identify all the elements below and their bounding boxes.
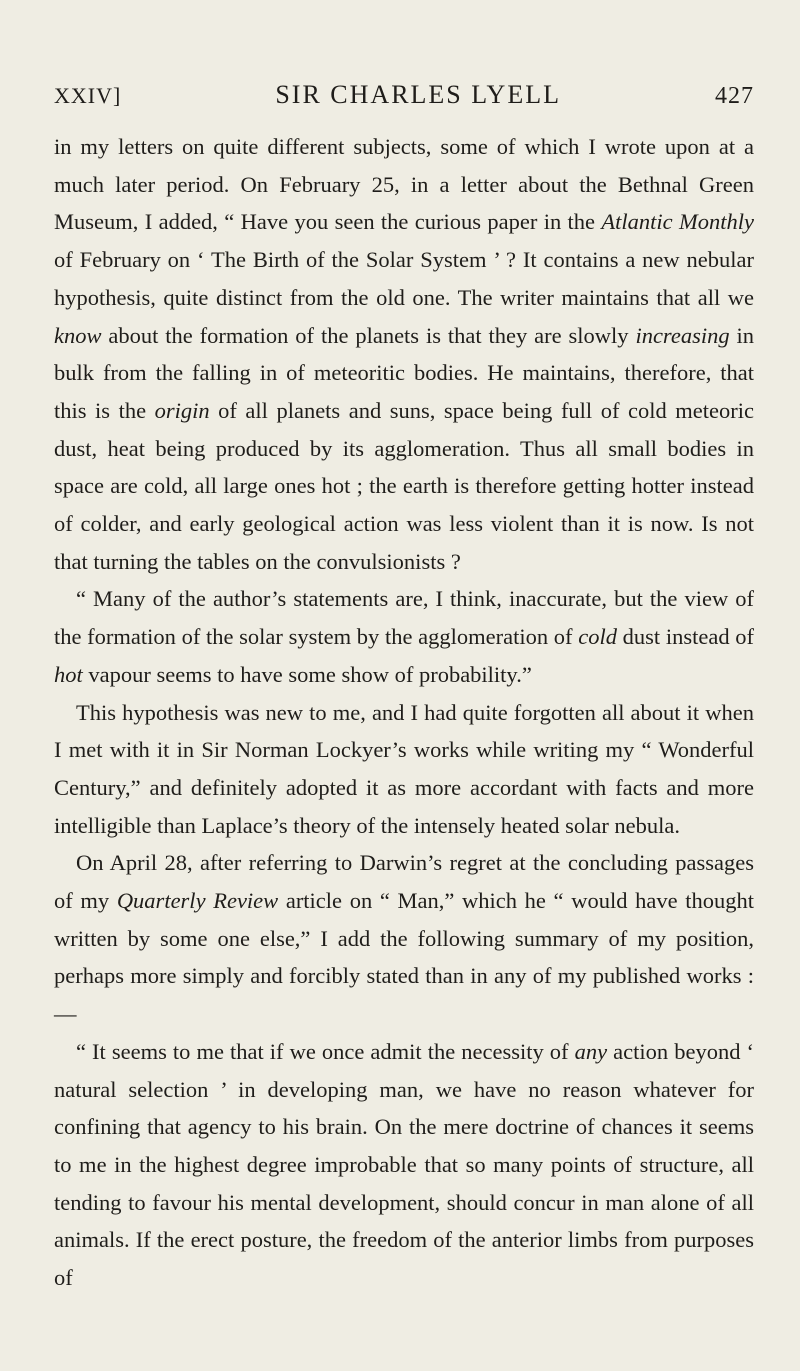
text-run: in my letters on quite different subjects, some of which I wrote upon at a much later period. On February 25, in a letter about the Bethnal Green Museum, I added, “ Have you seen the curious paper in the <box>54 134 754 235</box>
text-run: This hypothesis was new to me, and I had quite forgotten all about it when I met with it in Sir Norman Lockyer’s works while writing my “ Wonderful Century,” and definitely adopted it as more accordant with facts and more intelligible than Laplace’s theory of the intensely heated solar nebula. <box>54 699 754 838</box>
text-run: about the formation of the planets is that they are slowly <box>101 322 636 348</box>
italic-text: cold <box>578 624 617 650</box>
text-run: On April 28, after referring to Darwin’s regret at the concluding passages of my <box>54 850 754 914</box>
running-title: SIR CHARLES LYELL <box>275 80 561 109</box>
paragraph <box>54 580 754 693</box>
paragraph <box>54 844 754 1033</box>
text-run: article on “ Man,” which he “ would have thought written by some one else,” I add the following summary of my position, perhaps more simply and forcibly stated than in any of my published works :— <box>54 888 754 1027</box>
text-run: of February on ‘ The Birth of the Solar System ’ ? It contains a new nebular hypothesis, quite distinct from the old one. The writer maintains that all we <box>54 247 754 310</box>
italic-text: hot <box>54 661 83 687</box>
italic-text: any <box>574 1038 608 1064</box>
chapter-number: XXIV] <box>54 83 122 108</box>
running-header <box>54 80 754 110</box>
book-page <box>54 80 754 1297</box>
page-number: 427 <box>714 83 754 109</box>
text-run: in bulk from the falling in of meteoritic bodies. He maintains, therefore, that this is the <box>54 322 754 423</box>
text-run: vapour seems to have some show of probability.” <box>82 661 532 687</box>
text-run: “ It seems to me that if we once admit the necessity of <box>76 1038 575 1064</box>
italic-text: know <box>54 322 102 348</box>
text-run: action beyond ‘ natural selection ’ in developing man, we have no reason whatever for confining that agency to his brain. On the mere doctrine of chances it seems to me in the highest degree improbable that so many points of structure, all tending to favour his mental development, should concur in man alone of all animals. If the erect posture, the freedom of the anterior limbs from purposes of <box>54 1038 754 1291</box>
italic-text: Quarterly Review <box>116 888 279 914</box>
paragraph <box>54 128 754 580</box>
text-run: of all planets and suns, space being full of cold meteoric dust, heat being produced by its agglomeration. Thus all small bodies in space are cold, all large ones hot ; the earth is therefore getting hotter instead of colder, and early geological action was less violent than it is now. Is not that turning the tables on the convulsionists ? <box>54 397 754 574</box>
paragraph <box>54 1033 754 1297</box>
text-run: “ Many of the author’s statements are, I think, inaccurate, but the view of the formation of the solar system by the agglomeration of <box>54 586 754 650</box>
text-run: dust instead of <box>616 624 755 650</box>
italic-text: origin <box>154 397 210 423</box>
body-text <box>54 128 754 1297</box>
paragraph <box>54 694 754 845</box>
italic-text: Atlantic Monthly <box>601 209 754 235</box>
italic-text: increasing <box>635 322 730 348</box>
